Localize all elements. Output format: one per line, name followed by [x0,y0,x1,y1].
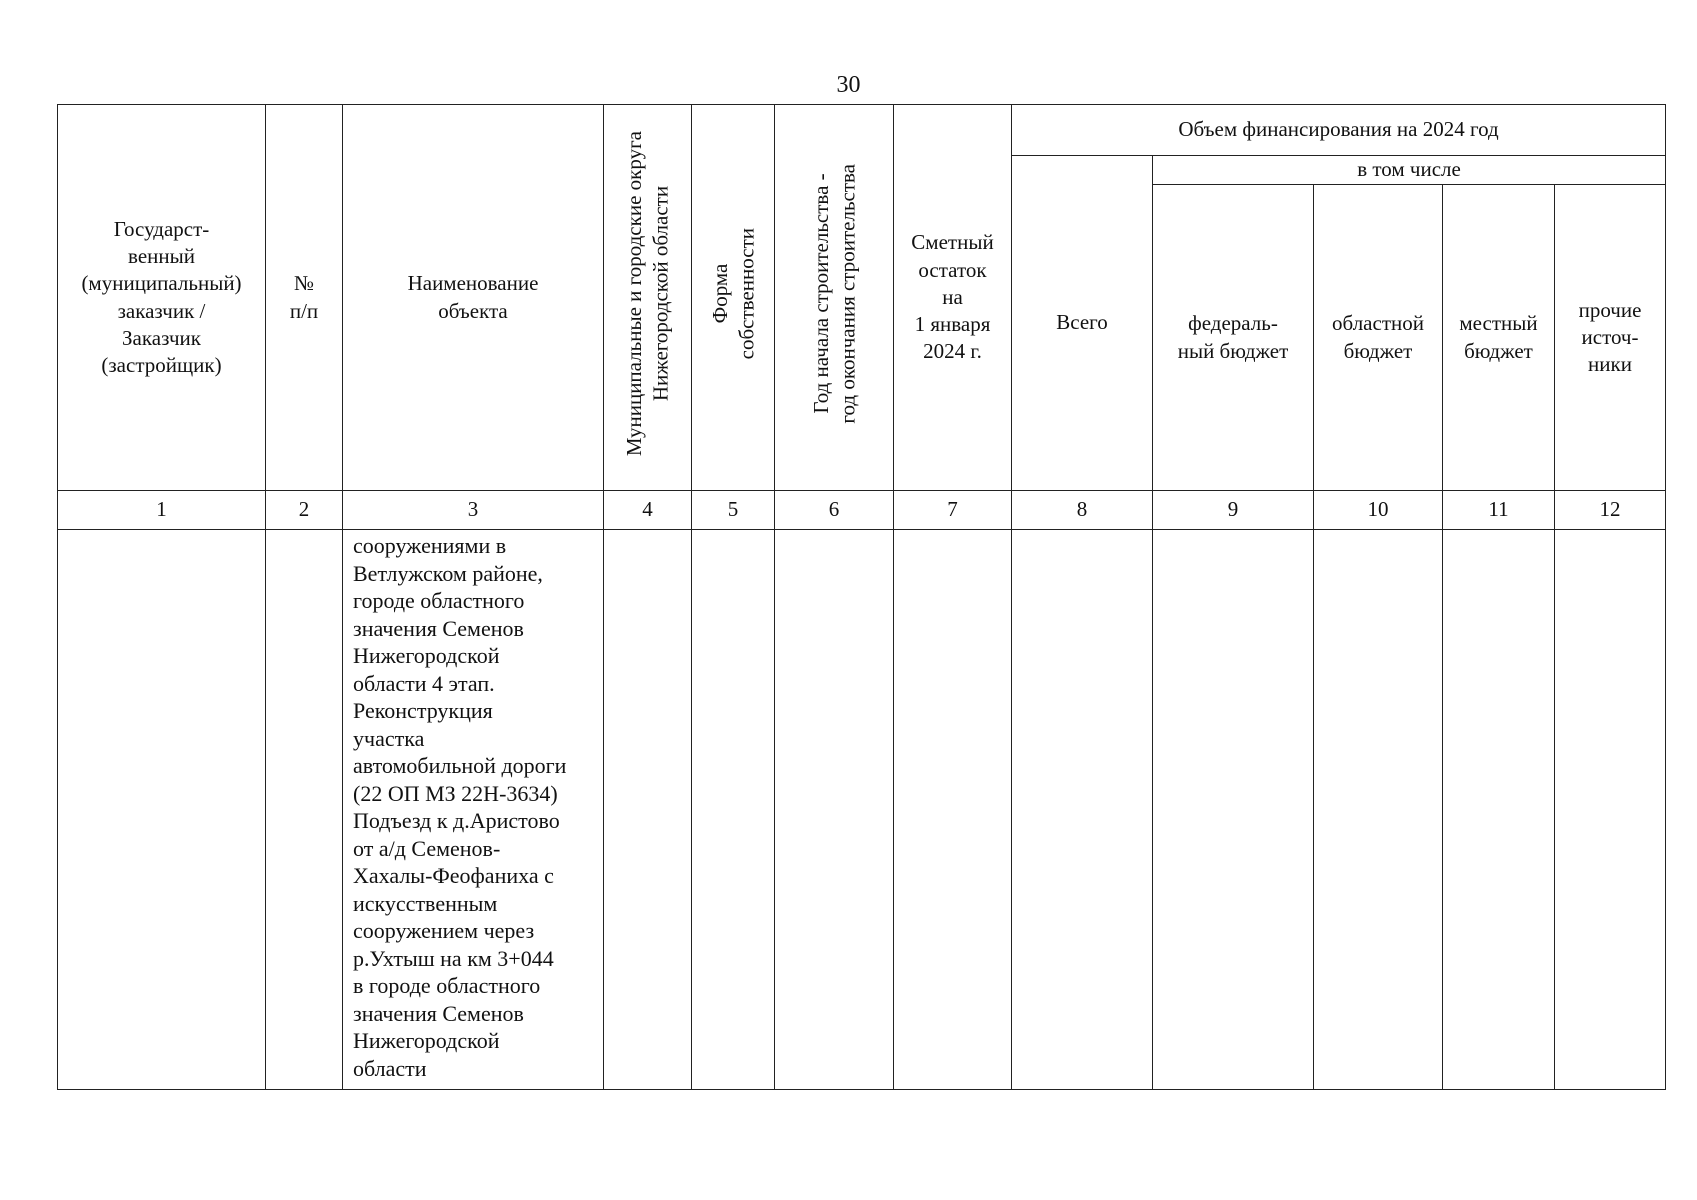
column-number: 12 [1555,491,1666,530]
column-number: 2 [266,491,343,530]
column-number: 6 [775,491,894,530]
column-number: 10 [1314,491,1443,530]
cell-districts [604,530,692,1090]
cell-object-name: сооружениями в Ветлужском районе, городе областного значения Семенов Нижегородской области 4 этап. Реконструкция участка автомобильной дороги (22 ОП МЗ 22Н-3634) Подъезд к д.Аристово от а/д Семенов- Хахалы-Феофаниха с искусственным сооружением через р.Ухтыш на км 3+044 в городе областного значения Семенов Нижегородской области [343,530,604,1090]
cell-total [1012,530,1153,1090]
header-other-sources: прочие источ- ники [1555,185,1666,491]
cell-federal-budget [1153,530,1314,1090]
cell-ownership [692,530,775,1090]
table-row [58,530,1666,1090]
cell-estimated-balance [894,530,1012,1090]
financing-table [57,104,1666,1090]
header-number: № п/п [266,105,343,491]
header-regional-budget: областной бюджет [1314,185,1443,491]
column-number: 8 [1012,491,1153,530]
header-including: в том числе [1153,156,1666,185]
header-total: Всего [1012,156,1153,491]
header-object-name: Наименование объекта [343,105,604,491]
header-years: Год начала строительства - год окончания строительства [775,105,894,491]
cell-years [775,530,894,1090]
header-districts: Муниципальные и городские округа Нижегородской области [604,105,692,491]
cell-local-budget [1443,530,1555,1090]
page-number: 30 [836,72,861,98]
cell-number [266,530,343,1090]
column-number: 1 [58,491,266,530]
header-financing-group: Объем финансирования на 2024 год [1012,105,1666,156]
cell-customer [58,530,266,1090]
header-estimated-balance: Сметный остаток на 1 января 2024 г. [894,105,1012,491]
column-number: 9 [1153,491,1314,530]
cell-regional-budget [1314,530,1443,1090]
header-federal-budget: федераль- ный бюджет [1153,185,1314,491]
column-number: 11 [1443,491,1555,530]
header-customer: Государст- венный (муниципальный) заказчик / Заказчик (застройщик) [58,105,266,491]
column-number: 3 [343,491,604,530]
header-local-budget: местный бюджет [1443,185,1555,491]
header-ownership: Форма собственности [692,105,775,491]
column-number: 7 [894,491,1012,530]
column-number: 4 [604,491,692,530]
column-number: 5 [692,491,775,530]
cell-other-sources [1555,530,1666,1090]
